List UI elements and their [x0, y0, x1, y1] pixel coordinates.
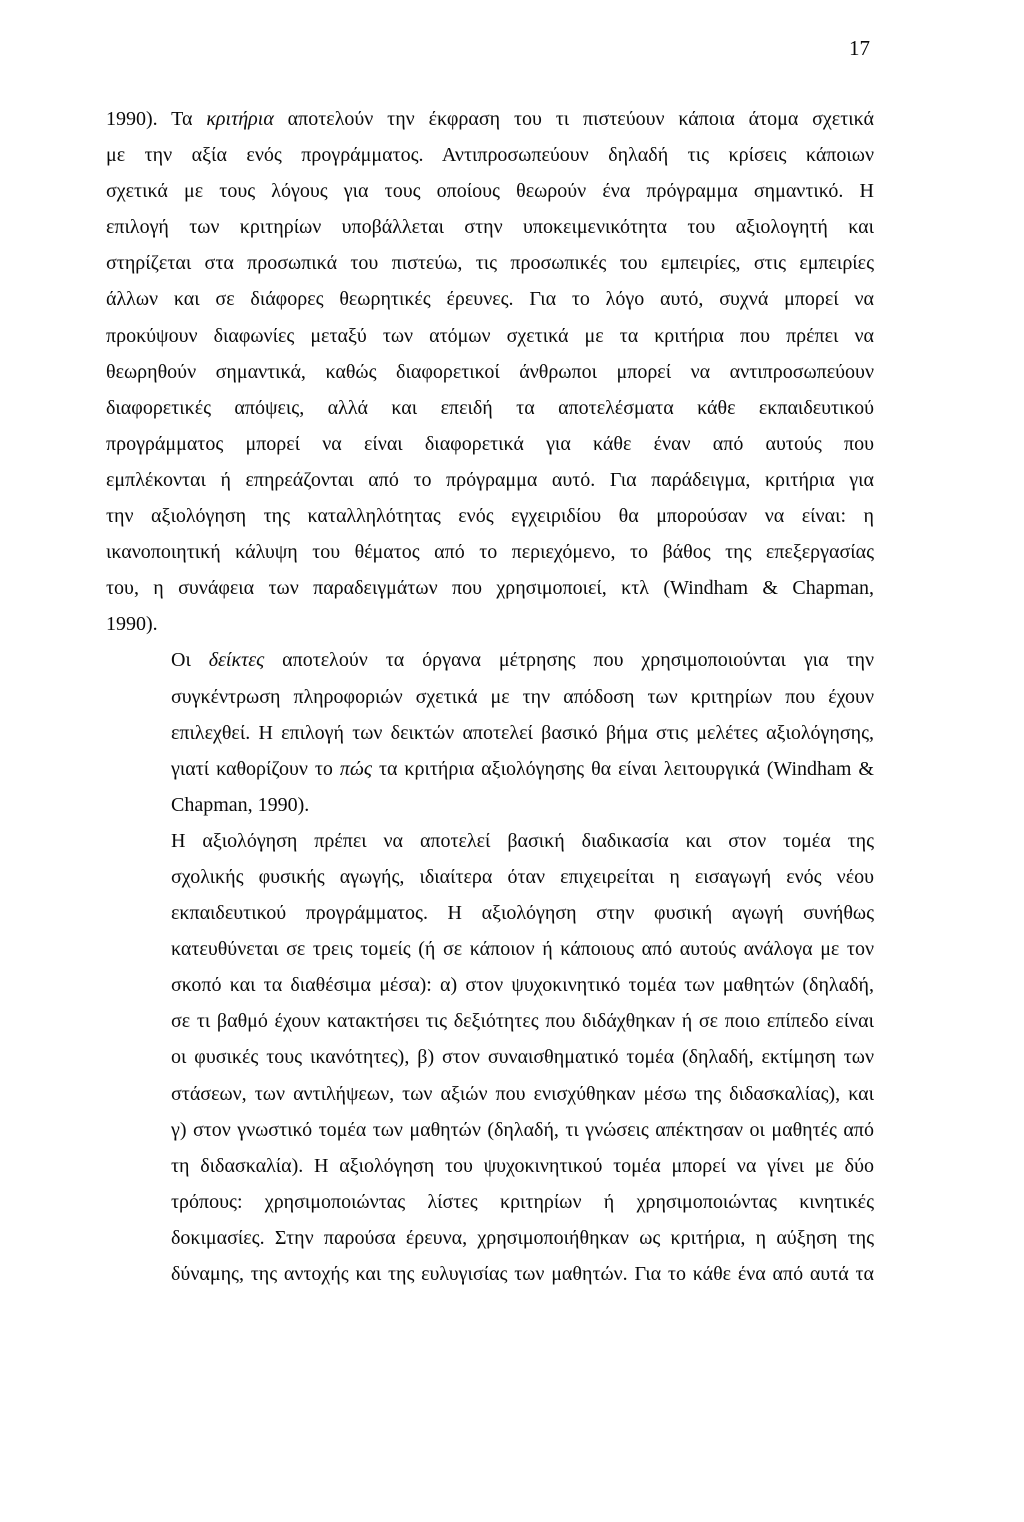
text-line — [106, 354, 874, 390]
text-line — [106, 137, 874, 173]
text-line — [106, 1184, 874, 1220]
text-run: τρόπους: χρησιμοποιώντας λίστες κριτηρίων ή χρησιμοποιώντας κινητικές — [171, 1190, 874, 1213]
text-run: δύναμης, της αντοχής και της ευλυγισίας των μαθητών. Για το κάθε ένα από αυτά τα — [171, 1263, 874, 1285]
text-line — [106, 1148, 874, 1184]
text-line — [106, 534, 874, 570]
text-line — [106, 679, 874, 715]
text-run: Chapman, 1990). — [171, 793, 310, 816]
text-run: Οι — [171, 649, 209, 672]
text-line — [106, 642, 874, 678]
text-run: επιλογή των κριτηρίων υποβάλλεται στην υποκειμενικότητα του αξιολογητή και — [106, 216, 874, 239]
paragraph — [106, 823, 874, 1292]
text-line — [106, 751, 874, 787]
text-run: κατευθύνεται σε τρεις τομείς (ή σε κάποιον ή κάποιους από αυτούς ανάλογα με τον — [171, 938, 874, 961]
text-line — [106, 318, 874, 354]
text-run: 1990). — [106, 613, 158, 636]
text-run: με την αξία ενός προγράμματος. Αντιπροσωπεύουν δηλαδή τις κρίσεις κάποιων — [106, 144, 874, 167]
text-line — [106, 426, 874, 462]
text-line — [106, 1003, 874, 1039]
body-text — [106, 101, 874, 1292]
text-line — [106, 245, 874, 281]
text-line — [106, 823, 874, 859]
text-line — [106, 570, 874, 606]
text-run: γ) στον γνωστικό τομέα των μαθητών (δηλαδή, τι γνώσεις απέκτησαν οι μαθητές από — [171, 1118, 874, 1141]
text-line — [106, 1076, 874, 1112]
text-line — [106, 1112, 874, 1148]
text-line — [106, 859, 874, 895]
text-line — [106, 1256, 874, 1292]
text-line — [106, 390, 874, 426]
text-run: γιατί καθορίζουν το — [171, 757, 340, 780]
text-line — [106, 787, 874, 823]
text-run: σχολικής φυσικής αγωγής, ιδιαίτερα όταν επιχειρείται η εισαγωγή ενός νέου — [171, 865, 874, 888]
text-line — [106, 606, 874, 642]
paragraph — [106, 642, 874, 822]
text-run: αποτελούν την έκφραση του τι πιστεύουν κάποια άτομα σχετικά — [273, 108, 875, 130]
text-run: θεωρηθούν σημαντικά, καθώς διαφορετικοί άνθρωποι μπορεί να αντιπροσωπεύουν — [106, 360, 874, 383]
text-run: δοκιμασίες. Στην παρούσα έρευνα, χρησιμοποιήθηκαν ως κριτήρια, η αύξηση της — [171, 1226, 874, 1249]
text-run: την αξιολόγηση της καταλληλότητας ενός εγχειριδίου θα μπορούσαν να είναι: η — [106, 505, 874, 528]
text-run: προκύψουν διαφωνίες μεταξύ των ατόμων σχετικά με τα κριτήρια που πρέπει να — [106, 324, 874, 347]
text-run: στηρίζεται στα προσωπικά του πιστεύω, τις προσωπικές του εμπειρίες, στις εμπειρίες — [106, 252, 874, 275]
text-run: επιλεχθεί. Η επιλογή των δεικτών αποτελεί βασικό βήμα στις μελέτες αξιολόγησης, — [171, 721, 874, 744]
text-run: άλλων και σε διάφορες θεωρητικές έρευνες. Για το λόγο αυτό, συχνά μπορεί να — [106, 288, 874, 311]
text-run: τη διδασκαλία). Η αξιολόγηση του ψυχοκινητικού τομέα μπορεί να γίνει με δύο — [171, 1154, 874, 1177]
text-run: στάσεων, των αντιλήψεων, των αξιών που ενισχύθηκαν μέσω της διδασκαλίας), και — [171, 1082, 874, 1105]
text-line — [106, 281, 874, 317]
text-run: εμπλέκονται ή επηρεάζονται από το πρόγραμμα αυτό. Για παράδειγμα, κριτήρια για — [106, 468, 874, 491]
text-run: οι φυσικές τους ικανότητες), β) στον συναισθηματικό τομέα (δηλαδή, εκτίμηση των — [171, 1046, 874, 1069]
italic-term: κριτήρια — [206, 108, 274, 130]
text-line — [106, 101, 874, 137]
text-run: 1990). Τα — [106, 108, 207, 130]
text-line — [106, 462, 874, 498]
text-run: εκπαιδευτικού προγράμματος. Η αξιολόγηση στην φυσική αγωγή συνήθως — [171, 902, 874, 925]
text-run: διαφορετικές απόψεις, αλλά και επειδή τα αποτελέσματα κάθε εκπαιδευτικού — [106, 396, 874, 419]
text-line — [106, 498, 874, 534]
text-run: Η αξιολόγηση πρέπει να αποτελεί βασική διαδικασία και στον τομέα της — [171, 829, 874, 852]
text-run: σκοπό και τα διαθέσιμα μέσα): α) στον ψυχοκινητικό τομέα των μαθητών (δηλαδή, — [171, 974, 874, 997]
text-run: τα κριτήρια αξιολόγησης θα είναι λειτουργικά (Windham & — [371, 757, 874, 780]
text-line — [106, 1220, 874, 1256]
italic-term: δείκτες — [208, 649, 265, 672]
text-line — [106, 209, 874, 245]
text-line — [106, 895, 874, 931]
text-line — [106, 1039, 874, 1075]
text-line — [106, 931, 874, 967]
italic-term: πώς — [339, 757, 372, 780]
text-run: ικανοποιητική κάλυψη του θέματος από το περιεχόμενο, το βάθος της επεξεργασίας — [106, 541, 874, 564]
text-run: προγράμματος μπορεί να είναι διαφορετικά για κάθε έναν από αυτούς που — [106, 432, 874, 455]
page-number: 17 — [849, 36, 870, 60]
text-run: σχετικά με τους λόγους για τους οποίους θεωρούν ένα πρόγραμμα σημαντικό. Η — [106, 180, 874, 203]
text-run: συγκέντρωση πληροφοριών σχετικά με την απόδοση των κριτηρίων που έχουν — [171, 685, 874, 708]
text-line — [106, 967, 874, 1003]
paragraph — [106, 101, 874, 642]
text-line — [106, 715, 874, 751]
text-run: αποτελούν τα όργανα μέτρησης που χρησιμοποιούνται για την — [264, 649, 874, 672]
text-line — [106, 173, 874, 209]
text-run: σε τι βαθμό έχουν κατακτήσει τις δεξιότητες που διδάχθηκαν ή σε ποιο επίπεδο είναι — [171, 1010, 874, 1033]
text-run: του, η συνάφεια των παραδειγμάτων που χρησιμοποιεί, κτλ (Windham & Chapman, — [106, 577, 874, 600]
